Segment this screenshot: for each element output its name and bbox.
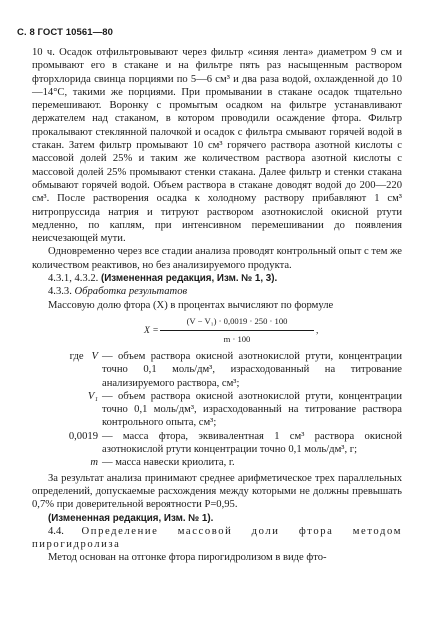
paragraph-continuation: 10 ч. Осадок отфильтровывают через фильтр «синяя лента» диаметром 9 см и промывают его в стакане и на фильтре пять раз насыщенным раствором фторхлорида свинца порциями по 5—6 см³ и два раза водой, охлажденной до 10—14°С, такими же порциями. При промывании в стакане осадок тщательно перемешивают. Воронку с промытым осадком на фильтре устанавливают держателем над стаканом, в котором проводили осаждение фтора. Фильтр прокалывают стеклянной палочкой и осадок с фильтра смывают горячей водой в стакан. Затем фильтр промывают 10 см³ горячего раствора азотной кислоты с массовой долей 25% и таким же количеством раствора азотной кислоты с массовой долей 25% промывают стенки стакана. Далее фильтр и стенки стакана обмывают горячей водой. Объем раствора в стакане доводят водой до 200—220 см³. После растворения осадка к холодному раствору прибавляют 1 см³ нитропруссида натрия и титруют раствором азотнокислой окисной ртути медленно, по каплям, при интенсивном перемешивании до появления неисчезающей мути. [32,47,402,245]
section-title: Определение массовой доли фтора методом пирогидролиза [32,525,402,551]
paragraph-control-test: Одновременно через все стадии анализа проводят контрольный опыт с тем же количеством реактивов, но без анализируемого продукта. [32,246,402,271]
fluorine-formula [32,314,402,348]
formula-numerator: (V − V₁) · 0,0019 · 250 · 100 [186,315,288,326]
definition-row [32,390,402,430]
amendment-clause-ref: 4.3.1, 4.3.2. [48,273,99,285]
section-heading-44 [32,525,402,552]
text-column [32,46,402,565]
paragraph-method: Метод основан на отгонке фтора пирогидролизом в виде фто- [48,552,327,564]
formula-lhs: X = [144,324,159,336]
definition-symbol: где V [69,350,98,362]
fraction-bar [160,330,314,331]
formula-denominator: m · 100 [223,333,251,344]
definition-symbol: m [90,457,98,469]
variable-definitions [32,350,402,470]
page-header: С. 8 ГОСТ 10561—80 [17,27,114,38]
definition-symbol: V₁ [87,390,98,402]
definition-text: — объем раствора окисной азотнокислой ртути, концентрации точно 0,1 моль/дм³, израсходованный на титрование раствора контрольного опыта, см³; [102,390,402,429]
section-number: 4.3.3. [48,286,72,298]
definition-row [32,350,402,390]
amendment-note-2 [32,512,402,525]
section-number: 4.4. [48,525,64,537]
amendment-note-1 [32,272,402,285]
section-title: Обработка результатов [74,286,188,298]
definition-row [32,430,402,457]
definition-row [32,456,402,469]
definition-text: — масса навески криолита, г. [102,457,235,469]
definition-symbol: 0,0019 [68,430,98,442]
paragraph-formula-intro: Массовую долю фтора (X) в процентах вычисляют по формуле [48,299,334,311]
definition-text: — масса фтора, эквивалентная 1 см³ раствора окисной азотнокислой ртути концентрации точно 0,1 моль/дм³, г; [102,430,402,456]
amendment-text: (Измененная редакция, Изм. № 1). [48,512,214,524]
amendment-text: (Измененная редакция, Изм. № 1, 3). [100,273,278,285]
paragraph-result: За результат анализа принимают среднее арифметическое трех параллельных определений, допускаемые расхождения между которыми не должны превышать 0,7% при доверительной вероятности Р=0,95. [32,472,402,511]
formula-end-punct: , [316,324,319,336]
definition-text: — объем раствора окисной азотнокислой ртути, концентрации точно 0,1 моль/дм³, израсходованный на титрование анализируемого раствора, см³; [102,350,402,389]
section-heading-433 [32,285,402,298]
